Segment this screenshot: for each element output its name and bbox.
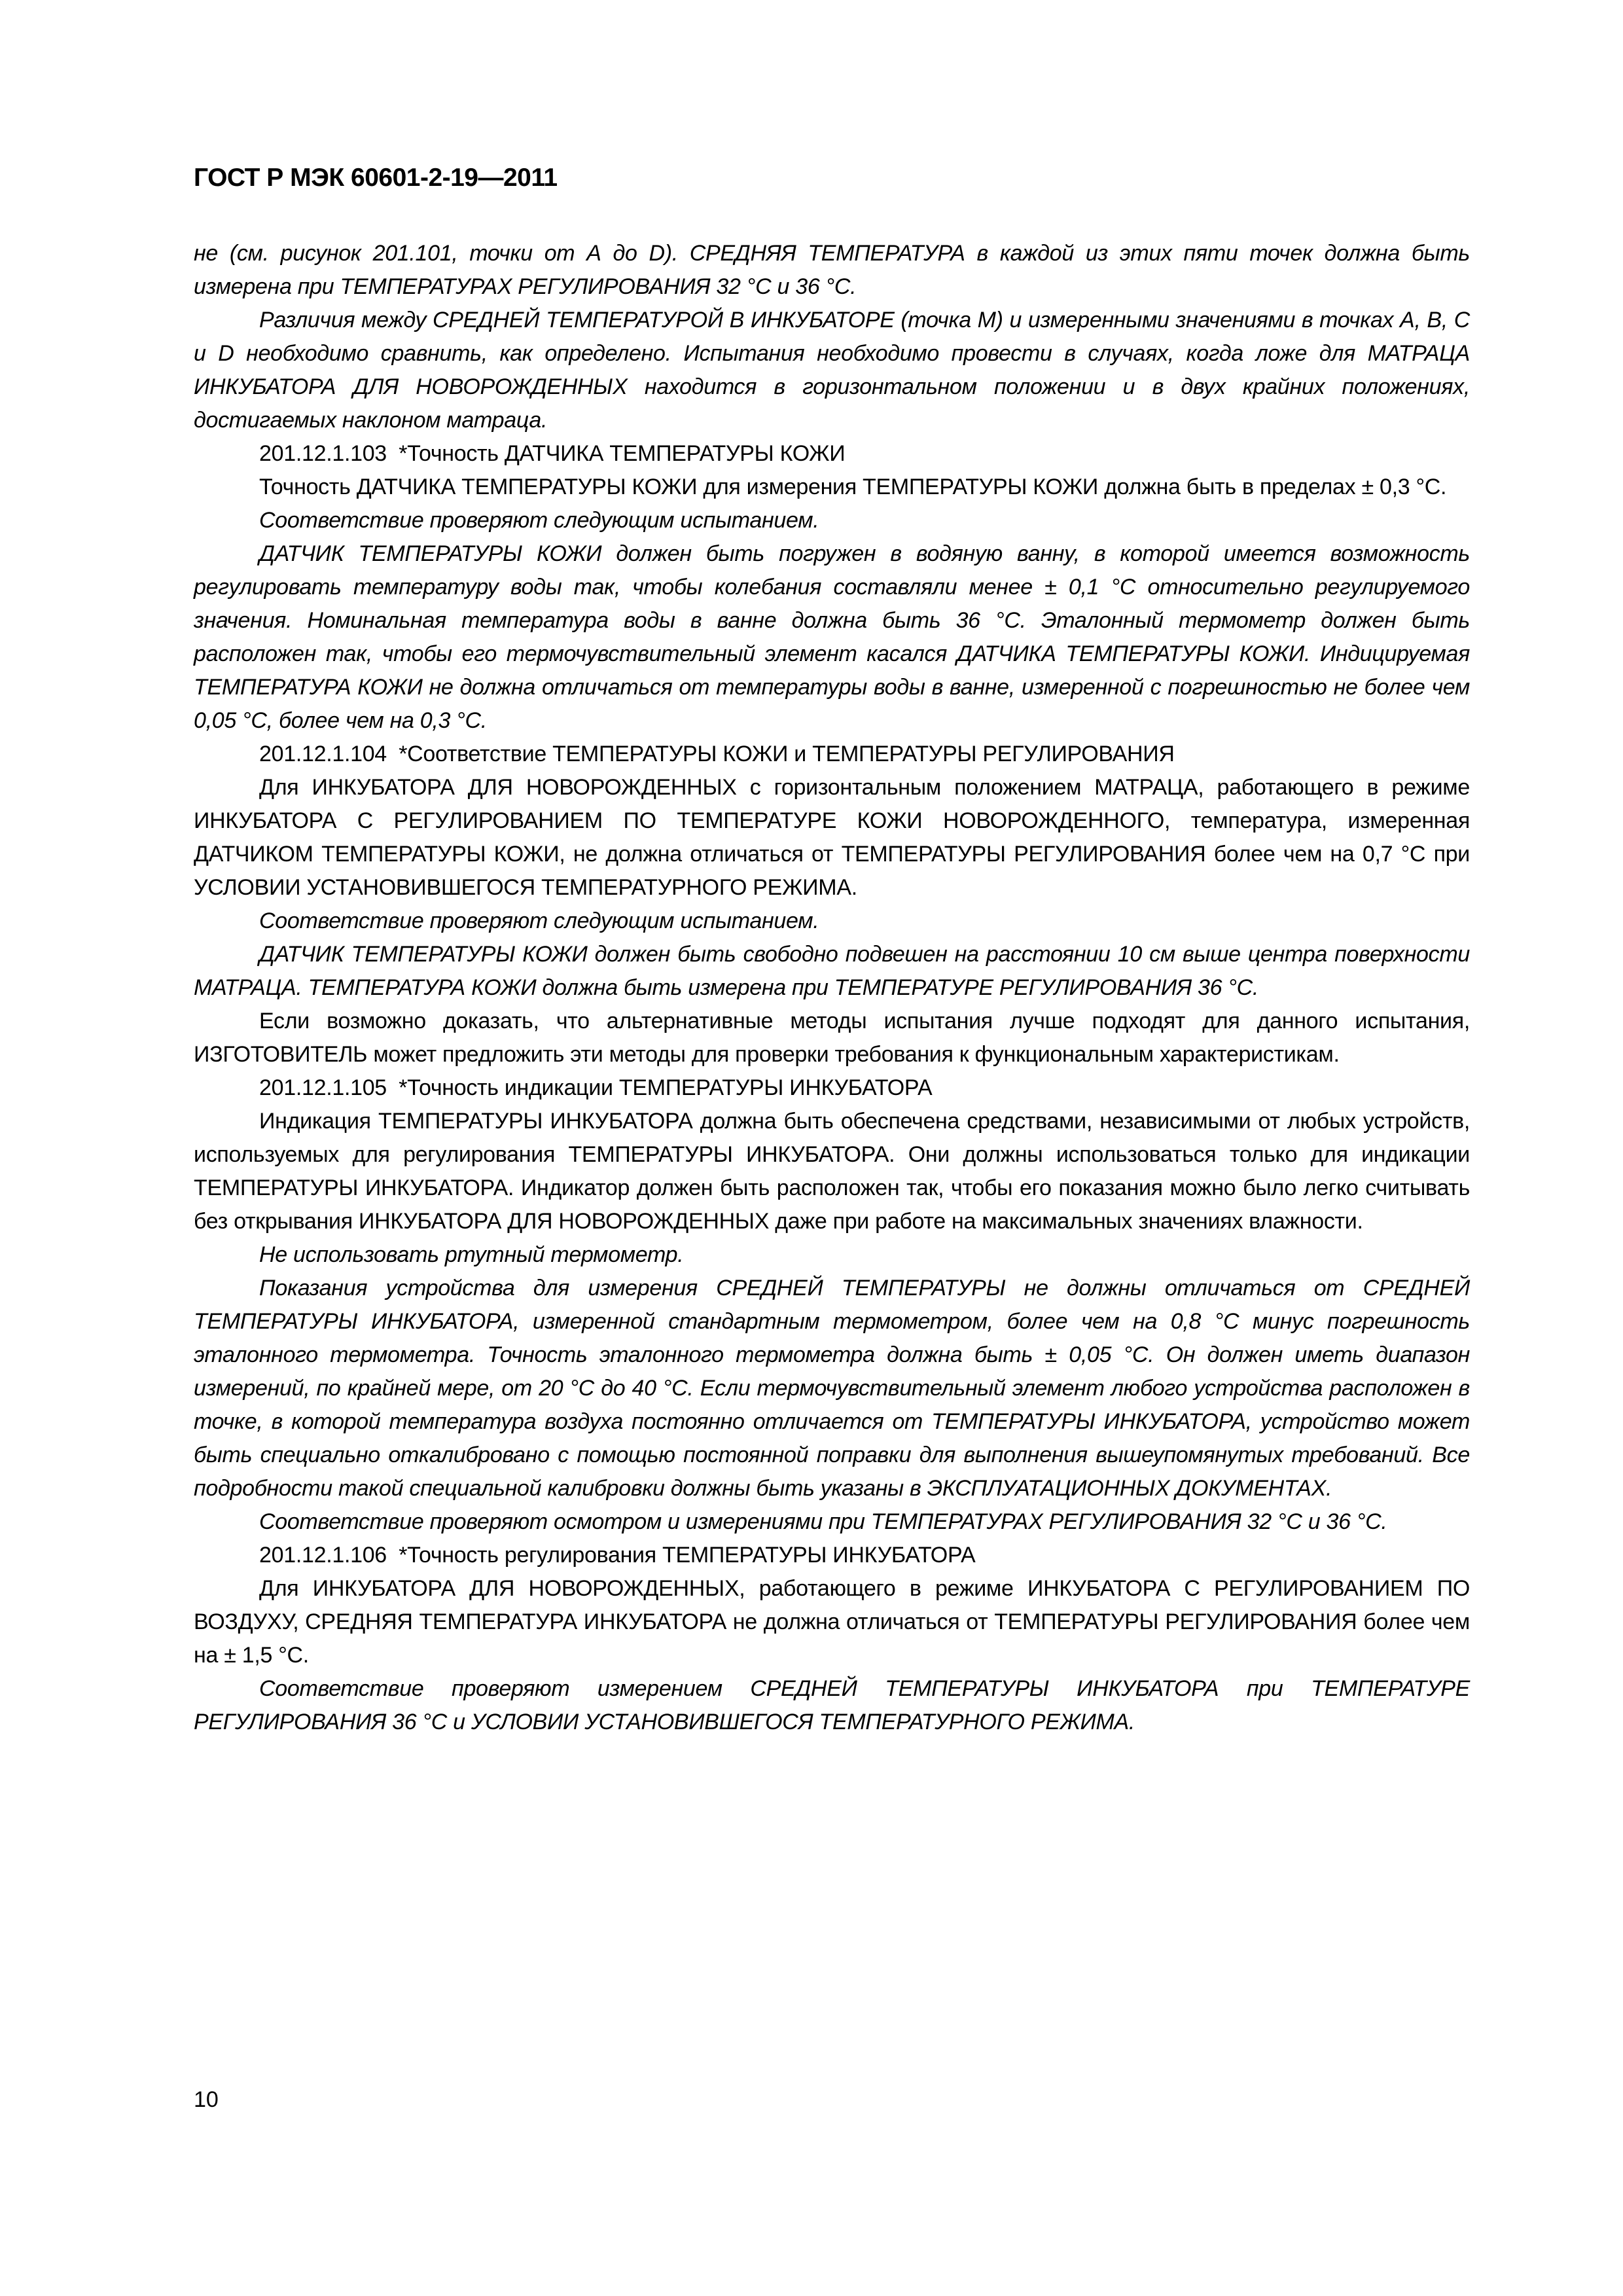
paragraph: Не использовать ртутный термометр. — [259, 1242, 684, 1267]
paragraph: Соответствие проверяют следующим испытанием. — [259, 508, 819, 533]
paragraph: ДАТЧИК ТЕМПЕРАТУРЫ КОЖИ должен быть погружен в водяную ванну, в которой имеется возможность регулировать температуру воды так, чтобы колебания составляли менее ± 0,1 °С относительно регулируемого значения. Номинальная температура воды в ванне должна быть 36 °С. Эталонный термометр должен быть расположен так, чтобы его термочувствительный элемент касался ДАТЧИКА ТЕМПЕРАТУРЫ КОЖИ. Индицируемая ТЕМПЕРАТУРА КОЖИ не должна отличаться от температуры воды в ванне, измеренной с погрешностью не более чем 0,05 °С, более чем на 0,3 °С. — [194, 541, 1470, 733]
paragraph: Для ИНКУБАТОРА ДЛЯ НОВОРОЖДЕННЫХ с горизонтальным положением МАТРАЦА, работающего в режиме ИНКУБАТОРА С РЕГУЛИРОВАНИЕМ ПО ТЕМПЕРАТУРЕ КОЖИ НОВОРОЖДЕННОГО, температура, измеренная ДАТЧИКОМ ТЕМПЕРАТУРЫ КОЖИ, не должна отличаться от ТЕМПЕРАТУРЫ РЕГУЛИРОВАНИЯ более чем на 0,7 °С при УСЛОВИИ УСТАНОВИВШЕГОСЯ ТЕМПЕРАТУРНОГО РЕЖИМА. — [194, 775, 1470, 900]
paragraph: Индикация ТЕМПЕРАТУРЫ ИНКУБАТОРА должна быть обеспечена средствами, независимыми от любых устройств, используемых для регулирования ТЕМПЕРАТУРЫ ИНКУБАТОРА. Они должны использоваться только для индикации ТЕМПЕРАТУРЫ ИНКУБАТОРА. Индикатор должен быть расположен так, чтобы его показания можно было легко считывать без открывания ИНКУБАТОРА ДЛЯ НОВОРОЖДЕННЫХ даже при работе на максимальных значениях влажности. — [194, 1109, 1470, 1234]
paragraph: Для ИНКУБАТОРА ДЛЯ НОВОРОЖДЕННЫХ, работающего в режиме ИНКУБАТОРА С РЕГУЛИРОВАНИЕМ ПО ВОЗДУХУ, СРЕДНЯЯ ТЕМПЕРАТУРА ИНКУБАТОРА не должна отличаться от ТЕМПЕРАТУРЫ РЕГУЛИРОВАНИЯ более чем на ± 1,5 °С. — [194, 1576, 1470, 1668]
clause-heading: 201.12.1.103 *Точность ДАТЧИКА ТЕМПЕРАТУРЫ КОЖИ — [259, 441, 846, 466]
document-header-standard-number: ГОСТ Р МЭК 60601-2-19—2011 — [194, 164, 558, 192]
paragraph: Различия между СРЕДНЕЙ ТЕМПЕРАТУРОЙ В ИНКУБАТОРЕ (точка М) и измеренными значениями в точках А, В, С и D необходимо сравнить, как определено. Испытания необходимо провести в случаях, когда ложе для МАТРАЦА ИНКУБАТОРА ДЛЯ НОВОРОЖДЕННЫХ находится в горизонтальном положении и в двух крайних положениях, достигаемых наклоном матраца. — [194, 308, 1470, 433]
paragraph: Показания устройства для измерения СРЕДНЕЙ ТЕМПЕРАТУРЫ не должны отличаться от СРЕДНЕЙ ТЕМПЕРАТУРЫ ИНКУБАТОРА, измеренной стандартным термометром, более чем на 0,8 °С минус погрешность эталонного термометра. Точность эталонного термометра должна быть ± 0,05 °С. Он должен иметь диапазон измерений, по крайней мере, от 20 °С до 40 °С. Если термочувствительный элемент любого устройства расположен в точке, в которой температура воздуха постоянно отличается от ТЕМПЕРАТУРЫ ИНКУБАТОРА, устройство может быть специально откалибровано с помощью постоянной поправки для выполнения вышеупомянутых требований. Все подробности такой специальной калибровки должны быть указаны в ЭКСПЛУАТАЦИОННЫХ ДОКУМЕНТАХ. — [194, 1276, 1470, 1501]
paragraph: Если возможно доказать, что альтернативные методы испытания лучше подходят для данного испытания, ИЗГОТОВИТЕЛЬ может предложить эти методы для проверки требования к функциональным характеристикам. — [194, 1009, 1470, 1067]
clause-heading: 201.12.1.104 *Соответствие ТЕМПЕРАТУРЫ КОЖИ и ТЕМПЕРАТУРЫ РЕГУЛИРОВАНИЯ — [259, 742, 1175, 766]
paragraph: не (см. рисунок 201.101, точки от А до D). СРЕДНЯЯ ТЕМПЕРАТУРА в каждой из этих пяти точек должна быть измерена при ТЕМПЕРАТУРАХ РЕГУЛИРОВАНИЯ 32 °С и 36 °С. — [194, 241, 1470, 299]
paragraph: Соответствие проверяют измерением СРЕДНЕЙ ТЕМПЕРАТУРЫ ИНКУБАТОРА при ТЕМПЕРАТУРЕ РЕГУЛИРОВАНИЯ 36 °С и УСЛОВИИ УСТАНОВИВШЕГОСЯ ТЕМПЕРАТУРНОГО РЕЖИМА. — [194, 1676, 1470, 1734]
paragraph: Соответствие проверяют осмотром и измерениями при ТЕМПЕРАТУРАХ РЕГУЛИРОВАНИЯ 32 °С и 36 °С. — [259, 1509, 1387, 1534]
paragraph: Точность ДАТЧИКА ТЕМПЕРАТУРЫ КОЖИ для измерения ТЕМПЕРАТУРЫ КОЖИ должна быть в пределах ± 0,3 °С. — [259, 475, 1447, 499]
paragraph: Соответствие проверяют следующим испытанием. — [259, 908, 819, 933]
paragraph: ДАТЧИК ТЕМПЕРАТУРЫ КОЖИ должен быть свободно подвешен на расстоянии 10 см выше центра поверхности МАТРАЦА. ТЕМПЕРАТУРА КОЖИ должна быть измерена при ТЕМПЕРАТУРЕ РЕГУЛИРОВАНИЯ 36 °С. — [194, 942, 1470, 1000]
page-number: 10 — [194, 2087, 219, 2112]
clause-heading: 201.12.1.105 *Точность индикации ТЕМПЕРАТУРЫ ИНКУБАТОРА — [259, 1075, 933, 1100]
clause-heading: 201.12.1.106 *Точность регулирования ТЕМПЕРАТУРЫ ИНКУБАТОРА — [259, 1543, 976, 1568]
body-text — [194, 237, 1470, 1739]
